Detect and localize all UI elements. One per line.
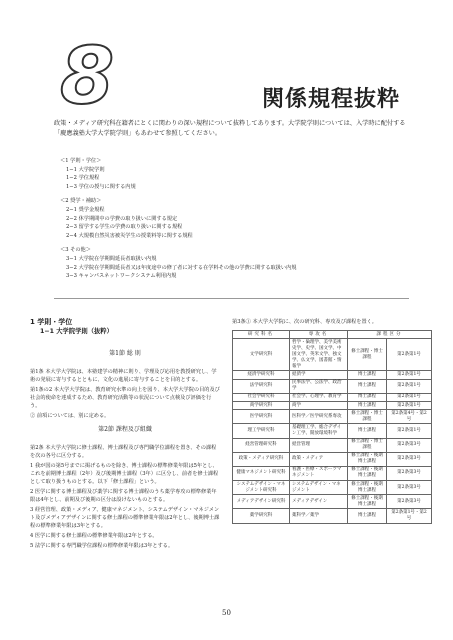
table-cell-school: 商学研究科: [233, 401, 290, 409]
table-cell-school: 経済学研究科: [233, 371, 290, 379]
article-paragraph: 2 医学に関する博士課程及び薬学に関する博士課程のうち薬学専攻の標準修業年限は4年とし、前期及び後期の区分は設けないものとする。: [30, 489, 217, 503]
article-paragraph: 第1条 本大学大学院は、本塾建学の精神に則り、学理及び応用を教授研究し、学術の発展に寄与するとともに、文化の進展に寄与することを目的とする。: [30, 369, 217, 383]
table-cell-major: 基礎理工学、総合デザイン工学、開放環境科学: [290, 424, 348, 438]
toc-group-heading: ＜1 学則・学位＞: [60, 158, 102, 164]
table-row: [233, 410, 432, 424]
table-row: [233, 481, 432, 495]
article-paragraph: 3 経営管理、政策・メディア、健康マネジメント、システムデザイン・マネジメント及びメディアデザインに関する修士課程の標準修業年限は2年とし、後期博士課程の標準修業年限は3年とする。: [30, 507, 220, 529]
table-cell-course: 修士課程・後期博士課程: [348, 452, 387, 466]
table-cell-course: 修士課程・後期博士課程: [348, 466, 387, 480]
toc-group-1: [60, 157, 420, 191]
table-cell-course: 博士課程: [348, 379, 387, 393]
toc-group-3: [60, 246, 420, 280]
toc-item[interactable]: 1−3 学位の授与に関する内規: [66, 183, 136, 190]
chapter-heading: 第2節 課程及び組織: [98, 426, 152, 433]
table-cell-article: 第2条第3号: [387, 438, 432, 452]
toc-item[interactable]: 2−3 留学する学生の学費の取り扱いに関する規程: [66, 224, 183, 231]
article-paragraph: 1 我が国の第5号までに掲げるものを除き、博士課程の標準修業年限は5年とし、これを前期博士課程（2年）及び後期博士課程（3年）に区分し、前者を修士課程として取り扱うものとする。以下「修士課程」という。: [30, 463, 219, 485]
toc-item[interactable]: 3−2 大学院在学期間延長者又は年度途中の修了者に対する在学料その他の学費に関する取扱い内規: [66, 264, 297, 271]
table-cell-course: 修士課程・博士課程: [348, 438, 387, 452]
toc-item[interactable]: 1−1 大学院学則: [66, 166, 105, 173]
table-cell-course: 修士課程・後期博士課程: [348, 481, 387, 495]
table-cell-school: システムデザイン・マネジメント研究科: [233, 481, 290, 495]
article-paragraph: ② 前項については、別に定める。: [30, 413, 110, 419]
table-cell-article: 第2条第3号: [387, 452, 432, 466]
table-row: [233, 509, 432, 523]
table-row: [233, 452, 432, 466]
table-cell-course: 博士課程: [348, 371, 387, 379]
section-heading: 1 学則・学位: [30, 318, 73, 326]
table-row: [233, 379, 432, 393]
table-row: [233, 424, 432, 438]
right-column: [232, 318, 432, 524]
table-cell-school: 文学研究科: [233, 339, 290, 371]
table-cell-course: 修士課程・博士課程: [348, 410, 387, 424]
column-header: 課程区分: [348, 331, 432, 339]
table-row: [233, 495, 432, 509]
table-cell-article: 第2条第1号: [387, 393, 432, 401]
table-cell-major: 民事法学、公法学、政治学: [290, 379, 348, 393]
table-cell-article: 第2条第3号: [387, 495, 432, 509]
table-cell-school: 薬学研究科: [233, 509, 290, 523]
left-column: [30, 318, 220, 552]
toc-group-heading: ＜3 その他＞: [60, 247, 91, 254]
table-cell-article: 第2条第1号: [387, 339, 432, 371]
table-row: [233, 393, 432, 401]
table-cell-major: 経営管理: [290, 438, 348, 452]
article-paragraph: 第1条の2 本大学大学院は、教育研究水準の向上を図り、本大学大学院の目的及び社会的使命を達成するため、教育研究活動等の状況について点検及び評価を行う。: [30, 387, 220, 409]
table-cell-major: 経済学: [290, 371, 348, 379]
table-cell-course: 博士課程: [348, 509, 387, 523]
table-cell-article: 第2条第3号: [387, 466, 432, 480]
table-row: [233, 371, 432, 379]
table-cell-school: 法学研究科: [233, 379, 290, 393]
table-cell-article: 第2条第1号: [387, 379, 432, 393]
table-cell-major: 医科学／医学研究系専攻: [290, 410, 348, 424]
table-row: [233, 466, 432, 480]
table-cell-course: 博士課程: [348, 401, 387, 409]
table-cell-article: 第2条第4号・第2号: [387, 410, 432, 424]
table-cell-major: メディアデザイン: [290, 495, 348, 509]
table-cell-major: 商学: [290, 401, 348, 409]
table-cell-course: 修士課程・博士課程: [348, 339, 387, 371]
table-cell-school: 経営管理研究科: [233, 438, 290, 452]
table-cell-school: メディアデザイン研究科: [233, 495, 290, 509]
table-caption: 第3条① 本大学大学院に、次の研究科、専攻及び課程を置く。: [232, 319, 377, 325]
toc-item[interactable]: 3−1 大学院在学期間延長者取扱い内規: [66, 255, 157, 262]
table-cell-major: 政策・メディア: [290, 452, 348, 466]
table-cell-major: 社会学、心理学、教育学: [290, 393, 348, 401]
table-cell-school: 政策・メディア研究科: [233, 452, 290, 466]
section-divider: [54, 298, 409, 299]
column-header: 専攻名: [290, 331, 348, 339]
intro-text: 政策・メディア研究科在籍者にとくに関わりの深い規程について抜粋してあります。大学院学則については、入学時に配付する「慶應義塾大学大学院学則」もあわせて参照してください。: [54, 120, 406, 137]
article-paragraph: 4 医学に関する修士課程の標準修業年限は2年とする。: [30, 533, 158, 539]
table-cell-article: 第2条第1号: [387, 401, 432, 409]
table-cell-article: 第2条第1号: [387, 371, 432, 379]
table-cell-course: 修士課程・後期博士課程: [348, 495, 387, 509]
table-row: [233, 401, 432, 409]
table-row: [233, 339, 432, 371]
chapter-number: 8: [60, 32, 113, 122]
table-cell-major: 看護・医療・スポーツマネジメント: [290, 466, 348, 480]
table-cell-article: 第2条第1号: [387, 424, 432, 438]
table-row: [233, 438, 432, 452]
article-paragraph: 第2条 本大学大学院に修士課程、博士課程及び専門職学位課程を置き、その課程を次の各号に区分する。: [30, 445, 217, 459]
toc-item[interactable]: 2−2 休学期間中の学費の取り扱いに関する規定: [66, 215, 178, 222]
table-cell-article: 第2条第3号: [387, 481, 432, 495]
table-cell-major: 哲学・倫理学、美学美術史学、史学、国文学、中国文学、英米文学、独文学、仏文学、図書館・情報学: [290, 339, 348, 371]
table-cell-school: 医学研究科: [233, 410, 290, 424]
article-paragraph: 5 法学に関する専門職学位課程の標準修業年限は3年とする。: [30, 543, 174, 549]
subsection-heading: 1−1 大学院学則（抜粋）: [40, 328, 113, 335]
toc-group-heading: ＜2 奨学・補助＞: [60, 198, 102, 205]
table-cell-course: 博士課程: [348, 424, 387, 438]
table-cell-article: 第2条第1号・第2号: [387, 509, 432, 523]
table-of-contents: [60, 157, 420, 287]
toc-item[interactable]: 2−1 奨学金規程: [66, 206, 105, 213]
column-header: 研究科名: [233, 331, 290, 339]
toc-item[interactable]: 3−3 キャンパスネットワークシステム利用内規: [66, 273, 177, 280]
table-cell-major: 薬科学／薬学: [290, 509, 348, 523]
toc-item[interactable]: 2−4 大規模自然災害被災学生の授業料等に関する規程: [66, 232, 193, 239]
page-number: 50: [222, 609, 231, 617]
toc-item[interactable]: 1−2 学位規程: [66, 175, 100, 182]
graduate-schools-table: [232, 330, 432, 524]
toc-group-2: [60, 197, 420, 240]
chapter-heading: 第1節 総 則: [109, 350, 141, 357]
table-cell-course: 博士課程: [348, 393, 387, 401]
table-cell-school: 健康マネジメント研究科: [233, 466, 290, 480]
table-cell-major: システムデザイン・マネジメント: [290, 481, 348, 495]
table-header-row: [233, 331, 432, 339]
page-title: 関係規程抜粋: [262, 87, 401, 112]
table-cell-school: 社会学研究科: [233, 393, 290, 401]
table-cell-school: 理工学研究科: [233, 424, 290, 438]
